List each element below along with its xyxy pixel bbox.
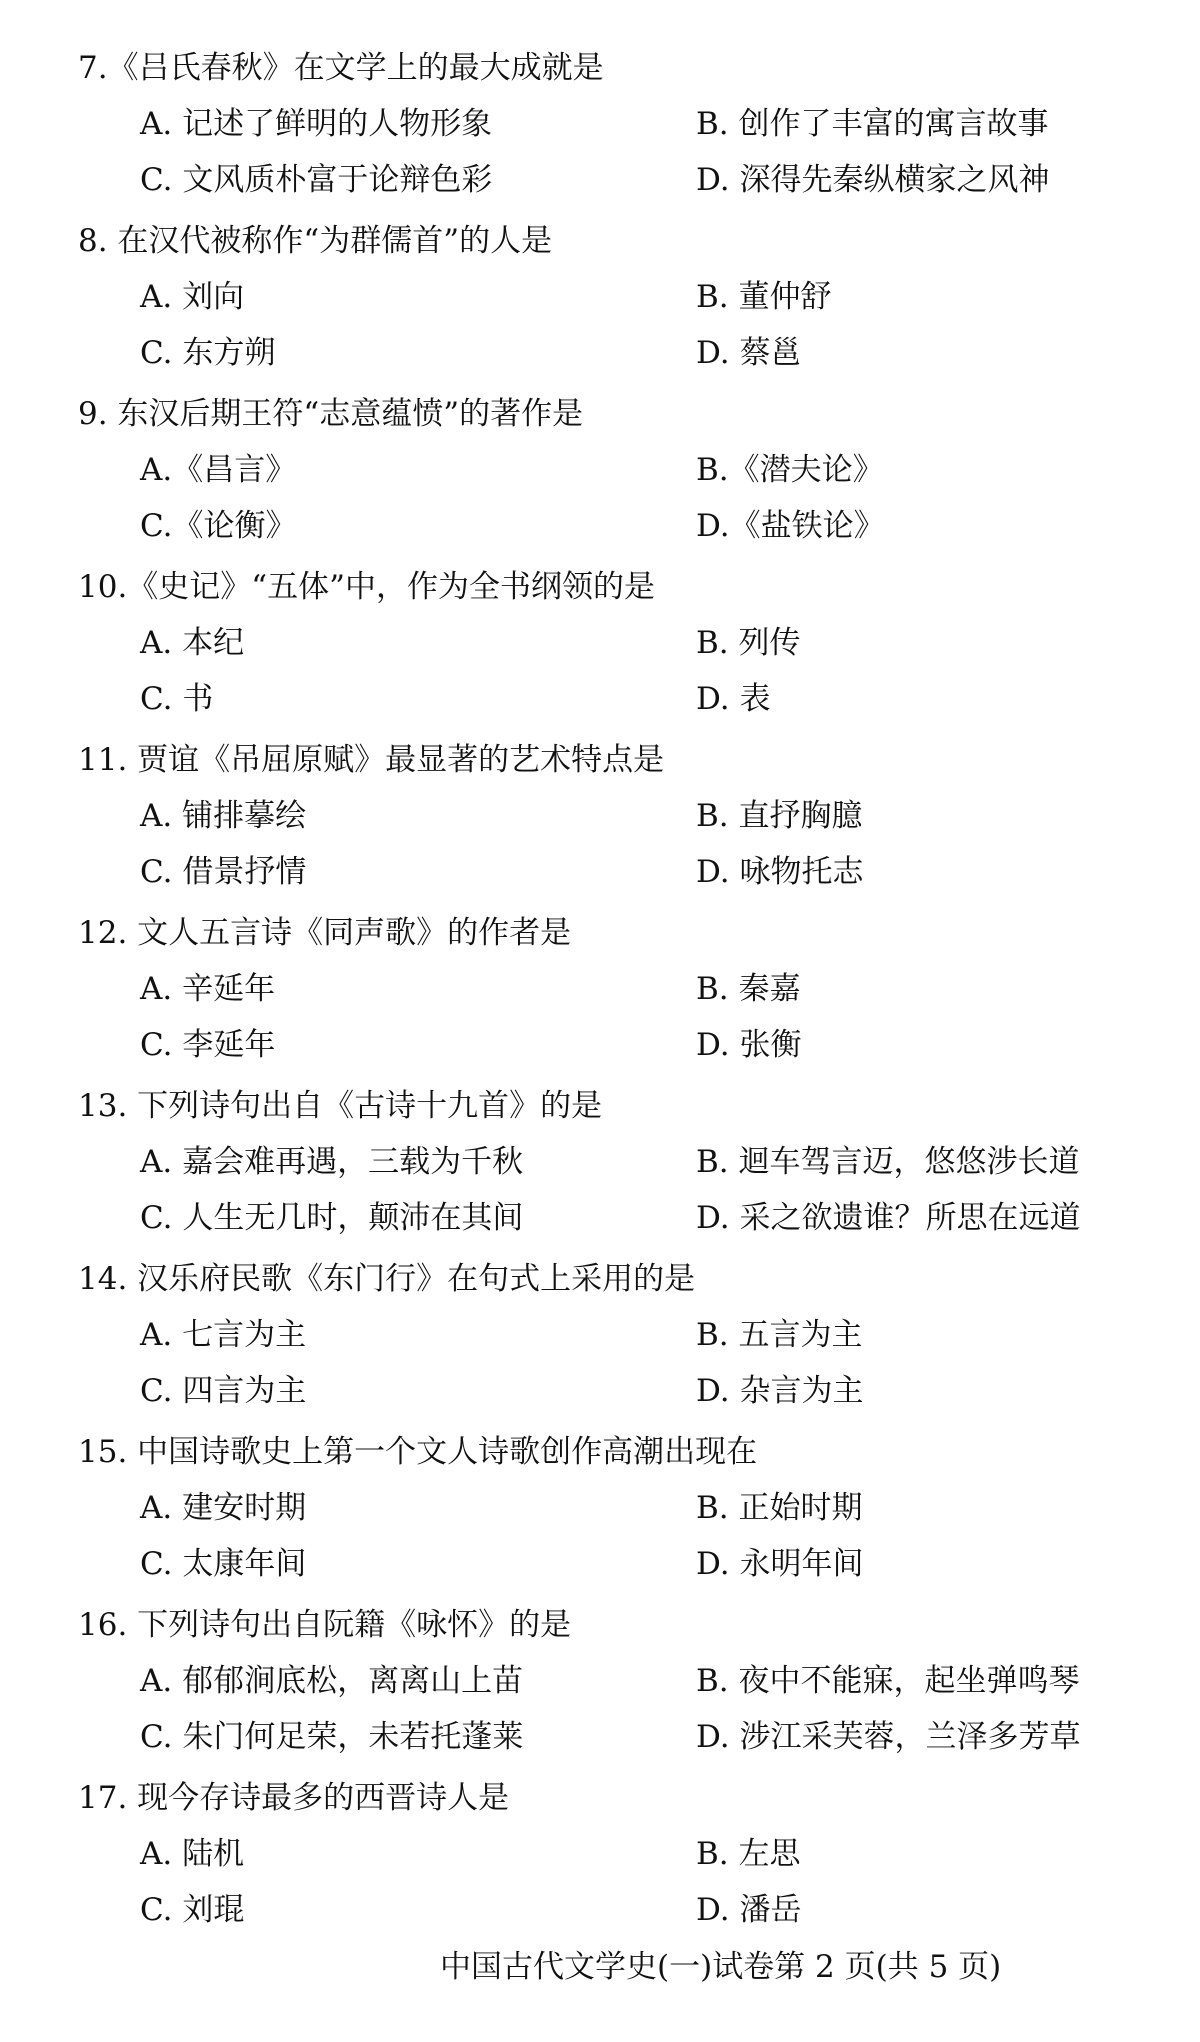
question-16: [78, 1603, 1138, 1759]
option-b: B. 夜中不能寐，起坐弹鸣琴: [696, 1663, 1080, 1699]
option-b: B. 董仲舒: [696, 279, 832, 315]
option-d: D. 深得先秦纵横家之风神: [696, 162, 1050, 198]
question-stem: 11. 贾谊《吊屈原赋》最显著的艺术特点是: [78, 742, 665, 778]
option-row: [78, 1659, 1138, 1703]
option-a: A. 本纪: [140, 625, 245, 661]
option-c: C. 文风质朴富于论辩色彩: [140, 162, 493, 198]
option-row: [78, 448, 1138, 492]
option-d: D. 涉江采芙蓉，兰泽多芳草: [696, 1719, 1081, 1755]
option-a: A. 建安时期: [140, 1490, 307, 1526]
question-stem: 14. 汉乐府民歌《东门行》在句式上采用的是: [78, 1261, 696, 1297]
option-row: [78, 275, 1138, 319]
option-a: A. 郁郁涧底松，离离山上苗: [140, 1663, 524, 1699]
option-row: [78, 1542, 1138, 1586]
question-stem: 15. 中国诗歌史上第一个文人诗歌创作高潮出现在: [78, 1434, 758, 1470]
question-10: [78, 565, 1138, 721]
option-c: C. 太康年间: [140, 1546, 307, 1582]
option-row: [78, 1196, 1138, 1240]
option-row: [78, 1486, 1138, 1530]
option-row: [78, 677, 1138, 721]
option-b: B. 迴车驾言迈，悠悠涉长道: [696, 1144, 1080, 1180]
option-row: [78, 1369, 1138, 1413]
option-a: A. 辛延年: [140, 971, 276, 1007]
option-c: C. 借景抒情: [140, 854, 307, 890]
option-a: A. 嘉会难再遇，三载为千秋: [140, 1144, 524, 1180]
question-stem: 17. 现今存诗最多的西晋诗人是: [78, 1780, 510, 1816]
question-stem: 12. 文人五言诗《同声歌》的作者是: [78, 915, 572, 951]
option-c: C. 刘琨: [140, 1892, 245, 1928]
option-b: B. 创作了丰富的寓言故事: [696, 106, 1049, 142]
option-c: C. 人生无几时，颠沛在其间: [140, 1200, 524, 1236]
option-row: [78, 850, 1138, 894]
option-b: B. 直抒胸臆: [696, 798, 863, 834]
question-14: [78, 1257, 1138, 1413]
option-d: D. 蔡邕: [696, 335, 802, 371]
question-stem: 7.《吕氏春秋》在文学上的最大成就是: [78, 50, 604, 86]
question-stem: 16. 下列诗句出自阮籍《咏怀》的是: [78, 1607, 572, 1643]
option-d: D. 杂言为主: [696, 1373, 864, 1409]
option-b: B. 秦嘉: [696, 971, 801, 1007]
option-b: B. 五言为主: [696, 1317, 863, 1353]
option-c: C. 书: [140, 681, 214, 717]
option-row: [78, 1832, 1138, 1876]
option-row: [78, 504, 1138, 548]
option-row: [78, 621, 1138, 665]
question-7: [78, 46, 1138, 202]
question-stem: 13. 下列诗句出自《古诗十九首》的是: [78, 1088, 603, 1124]
option-d: D. 张衡: [696, 1027, 802, 1063]
question-11: [78, 738, 1138, 894]
option-c: C. 李延年: [140, 1027, 276, 1063]
option-c: C. 四言为主: [140, 1373, 307, 1409]
option-b: B.《潜夫论》: [696, 452, 884, 488]
option-row: [78, 967, 1138, 1011]
question-stem: 9. 东汉后期王符“志意蕴愤”的著作是: [78, 396, 584, 432]
option-a: A. 刘向: [140, 279, 245, 315]
option-a: A. 七言为主: [140, 1317, 307, 1353]
question-15: [78, 1430, 1138, 1586]
option-d: D. 永明年间: [696, 1546, 864, 1582]
option-row: [78, 1888, 1138, 1932]
option-row: [78, 1140, 1138, 1184]
option-d: D.《盐铁论》: [696, 508, 885, 544]
option-c: C. 朱门何足荣，未若托蓬莱: [140, 1719, 524, 1755]
option-d: D. 潘岳: [696, 1892, 802, 1928]
option-b: B. 左思: [696, 1836, 801, 1872]
option-row: [78, 1715, 1138, 1759]
option-b: B. 列传: [696, 625, 801, 661]
option-a: A. 记述了鲜明的人物形象: [140, 106, 493, 142]
option-a: A.《昌言》: [140, 452, 297, 488]
option-row: [78, 158, 1138, 202]
option-d: D. 采之欲遗谁？所思在远道: [696, 1200, 1081, 1236]
question-17: [78, 1776, 1138, 1932]
page-footer: 中国古代文学史(一)试卷第 2 页(共 5 页): [440, 1949, 1002, 1985]
option-a: A. 铺排摹绘: [140, 798, 307, 834]
option-c: C.《论衡》: [140, 508, 297, 544]
option-row: [78, 1313, 1138, 1357]
option-a: A. 陆机: [140, 1836, 245, 1872]
question-stem: 8. 在汉代被称作“为群儒首”的人是: [78, 223, 553, 259]
option-d: D. 表: [696, 681, 771, 717]
option-row: [78, 794, 1138, 838]
option-row: [78, 331, 1138, 375]
question-13: [78, 1084, 1138, 1240]
option-row: [78, 1023, 1138, 1067]
option-c: C. 东方朔: [140, 335, 276, 371]
option-row: [78, 102, 1138, 146]
question-9: [78, 392, 1138, 548]
option-b: B. 正始时期: [696, 1490, 863, 1526]
question-stem: 10.《史记》“五体”中，作为全书纲领的是: [78, 569, 655, 605]
option-d: D. 咏物托志: [696, 854, 864, 890]
question-8: [78, 219, 1138, 375]
question-12: [78, 911, 1138, 1067]
